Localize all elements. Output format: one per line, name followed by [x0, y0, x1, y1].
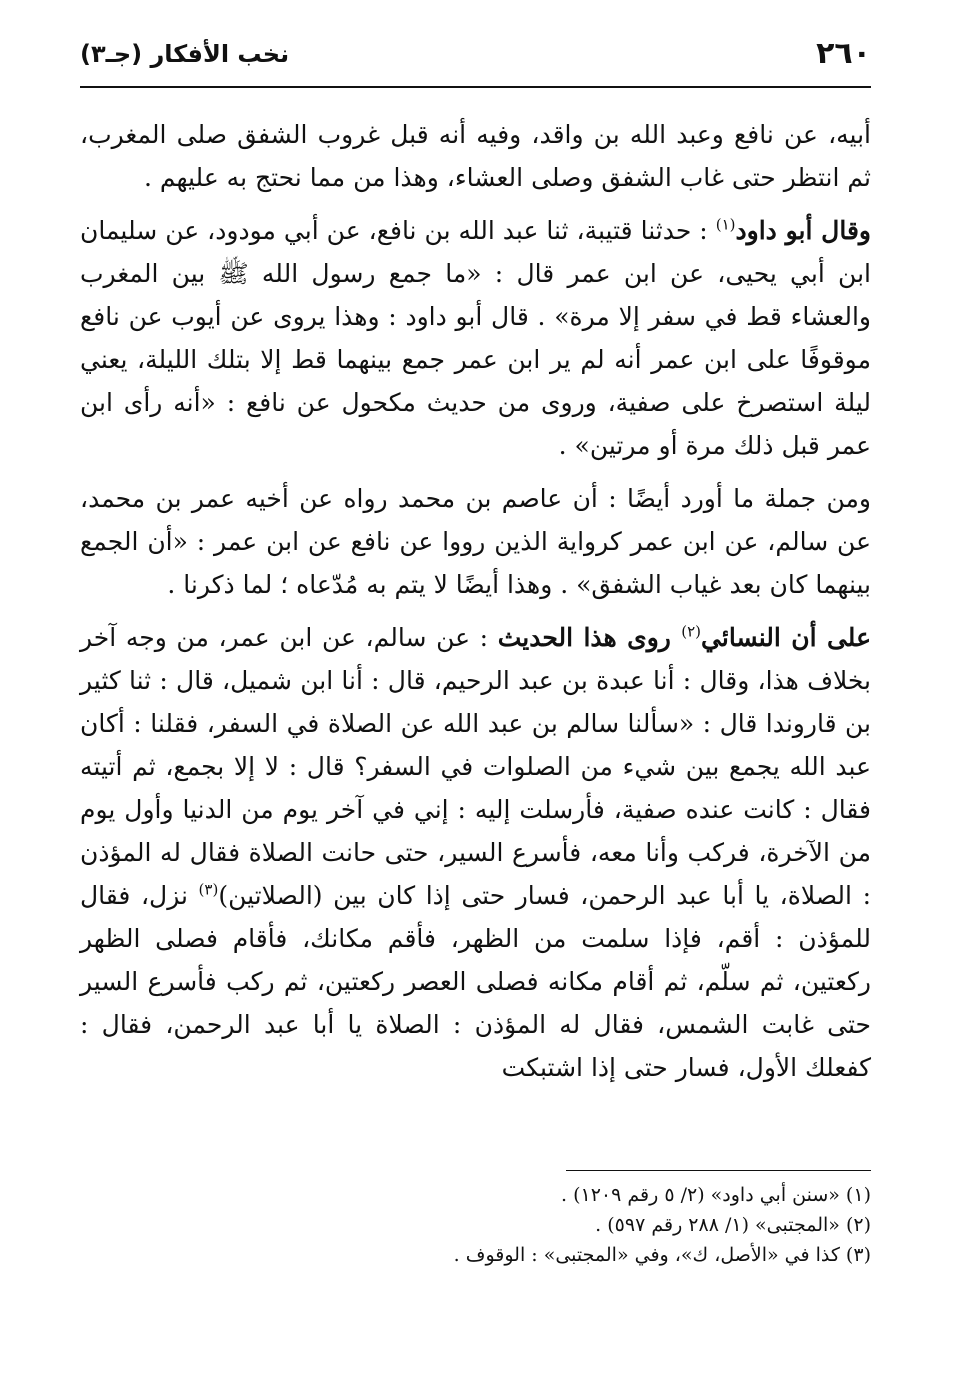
paragraph-2 — [80, 209, 871, 467]
page-number: ٢٦٠ — [816, 36, 871, 71]
paragraph-4 — [80, 616, 871, 1089]
footnote-2: (٢) «المجتبى» (١/ ٢٨٨ رقم ٥٩٧) . — [595, 1214, 871, 1236]
footnote-ref-2: (٢) — [681, 622, 702, 641]
header-rule — [80, 86, 871, 88]
paragraph-4-text-2: نزل، فقال للمؤذن : أقم، فإذا سلمت من الظهر، فأقم مكانك، فأقام فصلى الظهر ركعتين، ثم سلّم، ثم أقام مكانه فصلى العصر ركعتين، ثم ركب فأسرع السير حتى غابت الشمس، فقال له المؤذن : الصلاة يا أبا عبد الرحمن، فقال : كفعلك الأول، فسار حتى إذا اشتبكت — [80, 881, 871, 1082]
main-text — [80, 113, 871, 1099]
paragraph-1: أبيه، عن نافع وعبد الله بن واقد، وفيه أنه قبل غروب الشفق صلى المغرب، ثم انتظر حتى غاب الشفق وصلى العشاء، وهذا من مما نحتج به عليهم . — [80, 120, 871, 192]
paragraph-4-lead-2: روى هذا الحديث — [497, 623, 682, 652]
page-header — [80, 36, 871, 88]
footnote-ref-1: (١) — [715, 215, 736, 234]
footnote-ref-3: (٣) — [198, 880, 219, 899]
running-title: نخب الأفكار (جـ٣) — [80, 40, 290, 68]
paragraph-2-lead: وقال أبو داود — [735, 216, 871, 245]
footnote-1: (١) «سنن أبي داود» (٢/ ٥ رقم ١٢٠٩) . — [561, 1184, 871, 1206]
footnotes — [80, 1180, 871, 1270]
footnote-3: (٣) كذا في «الأصل، ك»، وفي «المجتبى» : الوقوف . — [453, 1244, 871, 1266]
paragraph-4-text-1: : عن سالم، عن ابن عمر، من وجه آخر بخلاف هذا، وقال : أنا عبدة بن عبد الرحيم، قال : أنا ابن شميل، قال : ثنا كثير بن قاروندا قال : «سألنا سالم بن عبد الله عن الصلاة في السفر، فقلنا : أكان عبد الله يجمع بين شيء من الصلوات في السفر؟ قال : لا إلا بجمع، ثم أتيته فقال : كانت عنده صفية، فأرسلت إليه : إني في آخر يوم من الدنيا وأول يوم من الآخرة، فركب وأنا معه، فأسرع السير، حتى حانت الصلاة فقال له المؤذن : الصلاة، يا أبا عبد الرحمن، فسار حتى إذا كان بين (الصلاتين) — [80, 623, 871, 910]
paragraph-4-lead: على أن النسائي — [701, 623, 871, 652]
paragraph-3: ومن جملة ما أورد أيضًا : أن عاصم بن محمد رواه عن أخيه عمر بن محمد، عن سالم، عن ابن عمر كرواية الذين رووا عن نافع عن ابن عمر : «أن الجمع بينهما كان بعد غياب الشفق» . وهذا أيضًا لا يتم به مُدّعاه ؛ لما ذكرنا . — [80, 484, 871, 599]
paragraph-2-text: : حدثنا قتيبة، ثنا عبد الله بن نافع، عن أبي مودود، عن سليمان ابن أبي يحيى، عن ابن عمر قال : «ما جمع رسول الله ﷺ بين المغرب والعشاء قط في سفر إلا مرة» . قال أبو داود : وهذا يروى عن أيوب عن نافع موقوفًا على ابن عمر أنه لم ير ابن عمر جمع بينهما قط إلا بتلك الليلة، يعني ليلة استصرخ على صفية، وروى من حديث مكحول عن نافع : «أنه رأى ابن عمر قبل ذلك مرة أو مرتين» . — [80, 216, 871, 460]
footnote-rule — [566, 1170, 871, 1171]
